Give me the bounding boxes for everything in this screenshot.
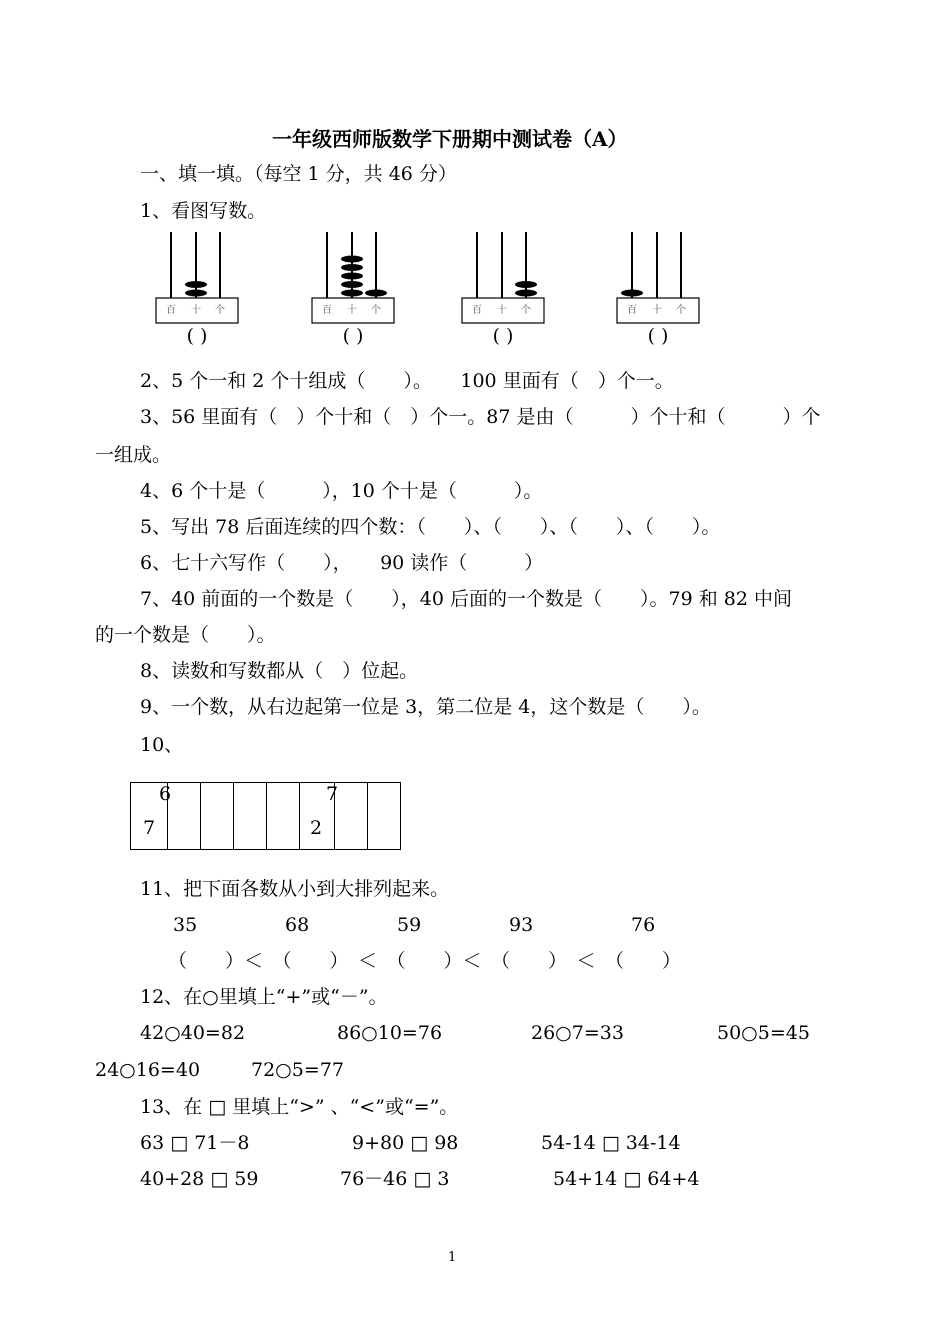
abacus-bead (185, 290, 207, 297)
abacus (156, 232, 238, 347)
abacus-bead (341, 290, 363, 297)
q11-number: 35 (173, 914, 198, 936)
abacus (617, 232, 699, 347)
q12-item[interactable]: 26○7=33 (531, 1022, 624, 1044)
section-heading-1: 一、填一填。（每空 1 分，共 46 分） (140, 163, 457, 185)
abacus-place-label: 个 (215, 305, 225, 316)
abacus-answer-paren[interactable]: ( ) (647, 325, 669, 347)
q11-number: 93 (509, 914, 534, 936)
question-12: 12、在○里填上“+”或“－”。 (140, 986, 388, 1008)
question-7-line1: 7、40 前面的一个数是（ ），40 后面的一个数是（ ）。79 和 82 中间 (140, 588, 792, 610)
abacus-answer-paren[interactable]: ( ) (342, 325, 364, 347)
abacus-bead (341, 281, 363, 288)
question-3-line2: 一组成。 (95, 444, 172, 466)
sequence-cell-top-digit: 7 (326, 783, 339, 805)
abacus (312, 232, 394, 347)
question-2: 2、5 个一和 2 个十组成（ ）。 100 里面有（ ）个一。 (140, 370, 674, 392)
sequence-cell-bottom-digit: 7 (143, 817, 156, 839)
q13-item[interactable]: 40+28 □ 59 (140, 1168, 259, 1190)
question-3-line1: 3、56 里面有（ ）个十和（ ）个一。87 是由（ ）个十和（ ）个 (140, 406, 821, 428)
abacus-bead (341, 256, 363, 263)
abacus-place-label: 个 (521, 305, 531, 316)
q13-item[interactable]: 54-14 □ 34-14 (541, 1132, 681, 1154)
question-7-line2: 的一个数是（ ）。 (95, 624, 276, 646)
abacus-bead (341, 273, 363, 280)
sequence-cell[interactable] (168, 783, 201, 850)
q12-item[interactable]: 24○16=40 (95, 1059, 201, 1081)
sequence-cell[interactable] (234, 783, 267, 850)
abacus-bead (515, 290, 537, 297)
q11-number: 76 (631, 914, 656, 936)
abacus-place-label: 百 (166, 305, 176, 316)
q13-item[interactable]: 63 □ 71－8 (140, 1132, 250, 1154)
question-1: 1、看图写数。 (140, 200, 267, 222)
abacus-bead (185, 281, 207, 288)
abacus-place-label: 十 (191, 305, 201, 316)
question-10: 10、 (140, 734, 184, 756)
abacus-bead (341, 264, 363, 271)
abacus-bead (365, 290, 387, 297)
abacus-place-label: 百 (627, 305, 637, 316)
q13-item[interactable]: 76－46 □ 3 (340, 1168, 450, 1190)
abacus-place-label: 十 (497, 305, 507, 316)
abacus-place-label: 个 (371, 305, 381, 316)
q11-number: 68 (285, 914, 310, 936)
question-9: 9、一个数，从右边起第一位是 3，第二位是 4，这个数是（ ）。 (140, 696, 711, 718)
q12-item[interactable]: 42○40=82 (140, 1022, 246, 1044)
abacus-bead (515, 281, 537, 288)
sequence-cell (131, 783, 172, 850)
abacus-answer-paren[interactable]: ( ) (492, 325, 514, 347)
q13-item[interactable]: 9+80 □ 98 (352, 1132, 459, 1154)
sequence-cell[interactable] (335, 783, 368, 850)
abacus-place-label: 百 (472, 305, 482, 316)
sequence-cell[interactable] (267, 783, 300, 850)
sequence-cell-bottom-digit: 2 (310, 817, 323, 839)
question-6: 6、七十六写作（ ）， 90 读作（ ） (140, 552, 544, 574)
q11-answer-blanks[interactable]: （ ）＜ （ ） ＜ （ ）＜ （ ） ＜ （ ） (168, 950, 682, 972)
q13-item[interactable]: 54+14 □ 64+4 (553, 1168, 700, 1190)
question-11: 11、把下面各数从小到大排列起来。 (140, 878, 450, 900)
sequence-cell[interactable] (368, 783, 401, 850)
abacus-answer-paren[interactable]: ( ) (186, 325, 208, 347)
question-4: 4、6 个十是（ ），10 个十是（ ）。 (140, 480, 543, 502)
sequence-cell[interactable] (201, 783, 234, 850)
page-number: 1 (448, 1250, 457, 1265)
question-5: 5、写出 78 后面连续的四个数：（ ）、（ ）、（ ）、（ ）。 (140, 516, 721, 538)
q11-number: 59 (397, 914, 422, 936)
abacus-figures (140, 228, 720, 348)
q12-item[interactable]: 86○10=76 (337, 1022, 443, 1044)
sequence-cell-top-digit: 6 (159, 783, 172, 805)
q12-item[interactable]: 50○5=45 (717, 1022, 810, 1044)
question-13: 13、在 □ 里填上“>” 、“<”或“=”。 (140, 1096, 459, 1118)
abacus-place-label: 十 (347, 305, 357, 316)
abacus-place-label: 个 (676, 305, 686, 316)
page-title: 一年级西师版数学下册期中测试卷（A） (272, 127, 628, 151)
number-sequence-table (130, 782, 401, 850)
sequence-cell (300, 783, 339, 850)
abacus-place-label: 百 (322, 305, 332, 316)
abacus-place-label: 十 (652, 305, 662, 316)
abacus-bead (621, 290, 643, 297)
abacus (462, 232, 544, 347)
q12-item[interactable]: 72○5=77 (251, 1059, 344, 1081)
question-8: 8、读数和写数都从（ ）位起。 (140, 660, 419, 682)
